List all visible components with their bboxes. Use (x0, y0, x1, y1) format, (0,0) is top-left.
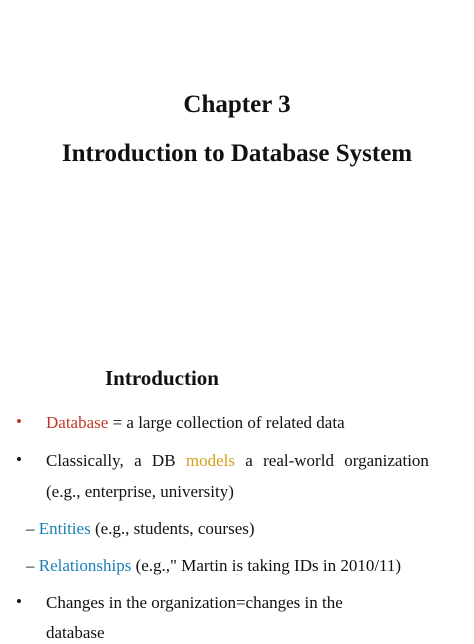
sub-bullet-relationships (26, 555, 401, 577)
word: Classically, (46, 451, 124, 470)
bullet-continuation: database (46, 623, 105, 642)
bullet-database (46, 412, 345, 434)
bullet-marker: • (16, 450, 22, 469)
chapter-number: Chapter 3 (183, 91, 291, 118)
bullet-text: = a large collection of related data (108, 413, 345, 432)
word: organization (344, 451, 429, 470)
keyword-entities: Entities (38, 519, 91, 538)
bullet-marker: • (16, 592, 22, 611)
sub-bullet-entities (26, 518, 255, 540)
bullet-marker: • (16, 412, 22, 431)
bullet-continuation: (e.g., enterprise, university) (46, 482, 234, 501)
keyword-relationships: Relationships (38, 556, 132, 575)
bullet-classically (46, 450, 429, 472)
keyword-models: models (185, 451, 235, 470)
chapter-title: Introduction to Database System (61, 140, 413, 167)
word: a (245, 451, 253, 470)
word: DB (151, 451, 176, 470)
section-heading: Introduction (105, 366, 219, 390)
word: real-world (263, 451, 334, 470)
dash-marker: – (26, 519, 35, 538)
bullet-text: (e.g.," Martin is taking IDs in 2010/11) (131, 556, 402, 575)
bullet-changes: Changes in the organization=changes in the (46, 593, 343, 612)
word: a (134, 451, 142, 470)
dash-marker: – (26, 556, 35, 575)
bullet-text: (e.g., students, courses) (90, 519, 255, 538)
keyword-database: Database (46, 413, 109, 432)
